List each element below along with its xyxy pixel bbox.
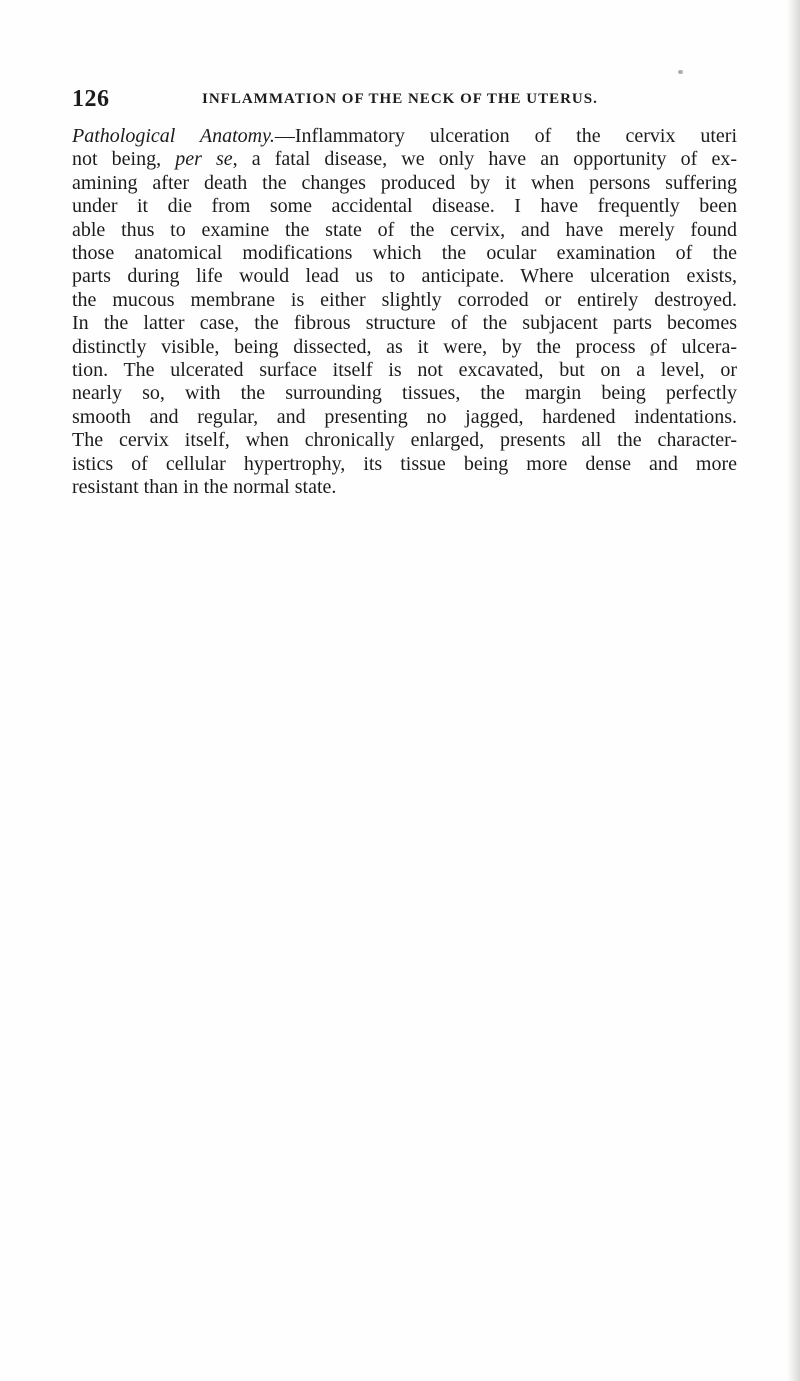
- page-edge-shadow: [786, 0, 800, 1381]
- text-run: not being,: [72, 148, 176, 171]
- text-line: smooth and regular, and presenting no jagged, hardened indentations.: [72, 405, 737, 428]
- latin-phrase: per se: [175, 148, 233, 171]
- text-line: parts during life would lead us to anticipate. Where ulceration exists,: [72, 265, 737, 288]
- text-line: resistant than in the normal state.: [72, 476, 337, 499]
- page-number: 126: [72, 86, 110, 112]
- text-line: tion. The ulcerated surface itself is not excavated, but on a level, or: [72, 359, 737, 382]
- text-line: [72, 148, 737, 171]
- text-line: the mucous membrane is either slightly corroded or entirely destroyed.: [72, 288, 737, 311]
- text-line: amining after death the changes produced by it when persons suffering: [72, 171, 737, 194]
- text-line: able thus to examine the state of the cervix, and have merely found: [72, 218, 737, 241]
- text-line: those anatomical modifications which the ocular examination of the: [72, 242, 737, 265]
- paper-speck: [678, 70, 683, 74]
- text-line: istics of cellular hypertrophy, its tissue being more dense and more: [72, 452, 737, 475]
- text-line: The cervix itself, when chronically enlarged, presents all the character-: [72, 429, 737, 452]
- text-line: under it die from some accidental disease. I have frequently been: [72, 195, 737, 218]
- text-line: distinctly visible, being dissected, as it were, by the process of ulcera-: [72, 335, 737, 358]
- text-run: —Inflammatory ulceration of the cervix uteri: [274, 125, 738, 147]
- text-line: In the latter case, the fibrous structure of the subjacent parts becomes: [72, 312, 737, 335]
- text-line: [72, 125, 737, 148]
- running-title: INFLAMMATION OF THE NECK OF THE UTERUS.: [202, 91, 598, 107]
- section-heading: Pathological Anatomy.: [72, 125, 275, 147]
- body-paragraph: [72, 125, 737, 500]
- text-run: , a fatal disease, we only have an opportunity of ex-: [232, 148, 737, 171]
- text-line: nearly so, with the surrounding tissues, the margin being perfectly: [72, 382, 737, 405]
- running-head: [72, 86, 742, 116]
